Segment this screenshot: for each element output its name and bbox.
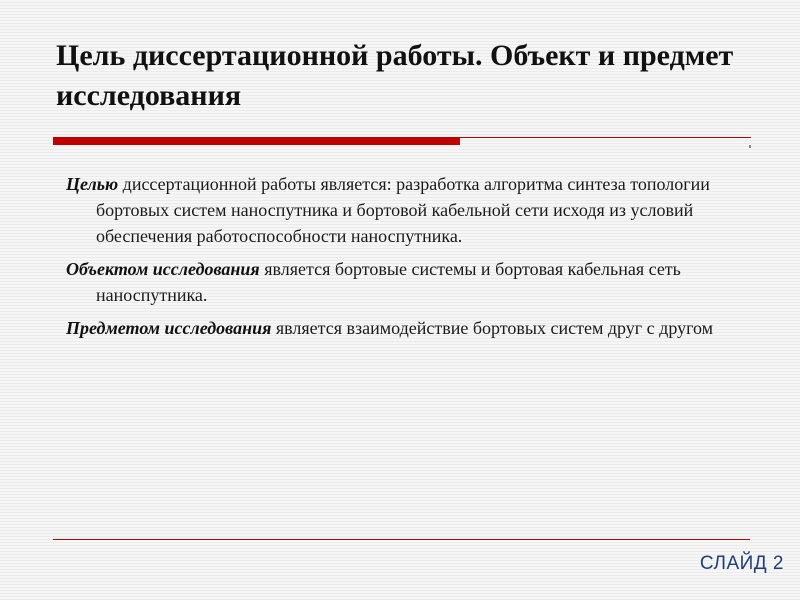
subject-text: является взаимодействие бортовых систем друг с другом bbox=[271, 318, 714, 338]
slide-body bbox=[66, 171, 756, 348]
goal-text: диссертационной работы является: разработка алгоритма синтеза топологии бортовых систем наноспутника и бортовой кабельной сети исходя из условий обеспечения работоспособности наноспутника. bbox=[96, 174, 710, 246]
footer-divider bbox=[53, 539, 750, 540]
object-lead: Объектом исследования bbox=[66, 259, 260, 279]
slide-number: СЛАЙД 2 bbox=[699, 553, 784, 574]
subject-paragraph bbox=[66, 315, 756, 341]
title-underline-thick bbox=[53, 137, 460, 145]
title-underline-tick bbox=[749, 145, 751, 148]
object-paragraph bbox=[66, 256, 756, 308]
goal-lead: Целью bbox=[66, 174, 119, 194]
subject-lead: Предметом исследования bbox=[66, 318, 272, 338]
title-underline-thin bbox=[460, 137, 751, 138]
goal-paragraph bbox=[66, 171, 756, 249]
object-text: является бортовые системы и бортовая кабельная сеть наноспутника. bbox=[96, 259, 681, 305]
slide-title: Цель диссертационной работы. Объект и предмет исследования bbox=[56, 39, 734, 112]
